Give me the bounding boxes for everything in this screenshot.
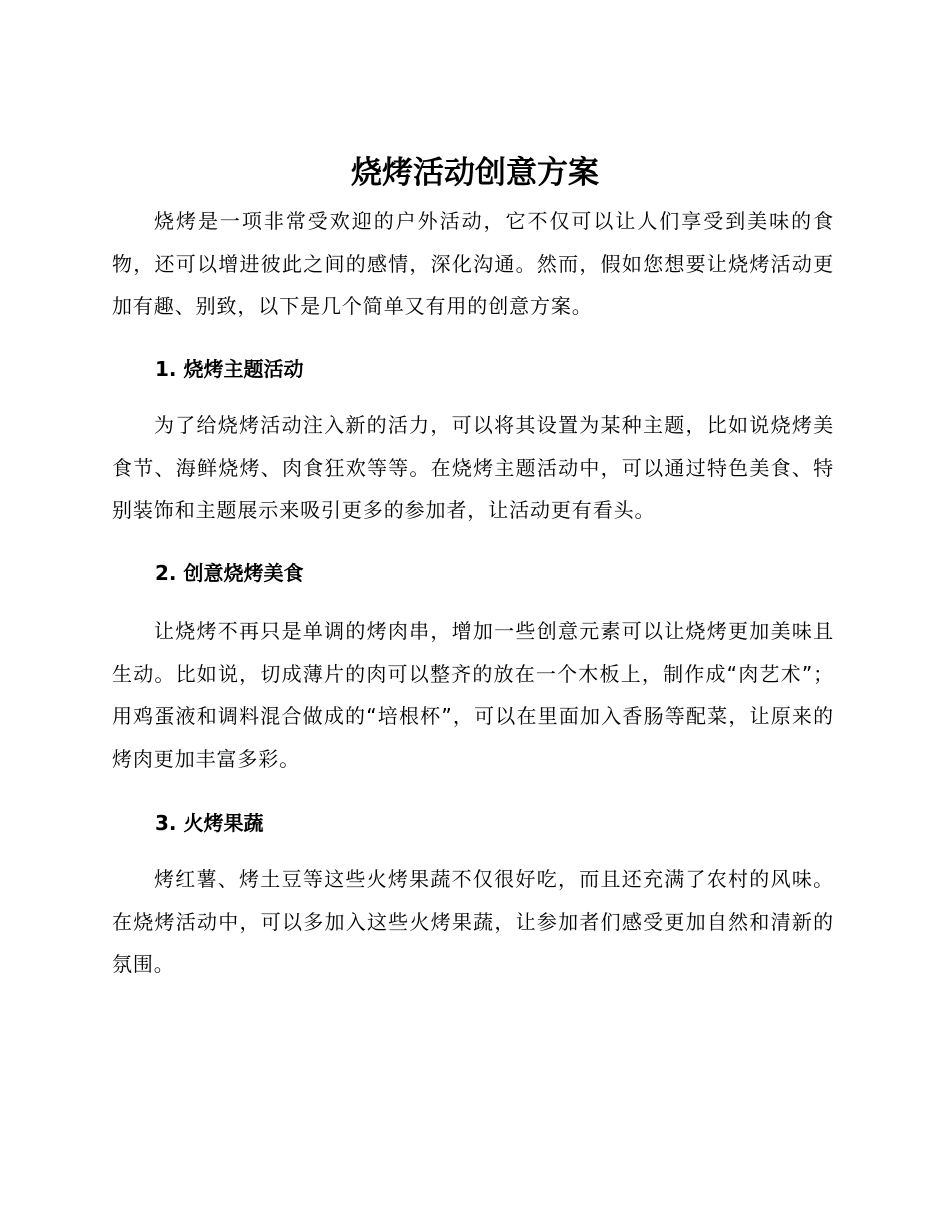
intro-paragraph: 烧烤是一项非常受欢迎的户外活动，它不仅可以让人们享受到美味的食物，还可以增进彼此之间的感情，深化沟通。然而，假如您想要让烧烤活动更加有趣、别致，以下是几个简单又有用的创意方案。 [112, 209, 834, 318]
section-body-2: 让烧烤不再只是单调的烤肉串，增加一些创意元素可以让烧烤更加美味且生动。比如说，切成薄片的肉可以整齐的放在一个木板上，制作成“肉艺术”；用鸡蛋液和调料混合做成的“培根杯”，可以在里面加入香肠等配菜，让原来的烤肉更加丰富多彩。 [112, 619, 834, 771]
section-heading-1: 1. 烧烤主题活动 [155, 357, 304, 381]
section-heading-2: 2. 创意烧烤美食 [155, 561, 304, 585]
section-body-1: 为了给烧烤活动注入新的活力，可以将其设置为某种主题，比如说烧烤美食节、海鲜烧烤、肉食狂欢等等。在烧烤主题活动中，可以通过特色美食、特别装饰和主题展示来吸引更多的参加者，让活动更有看头。 [112, 413, 834, 522]
section-heading-3: 3. 火烤果蔬 [155, 811, 264, 835]
section-body-3: 烤红薯、烤土豆等这些火烤果蔬不仅很好吃，而且还充满了农村的风味。在烧烤活动中，可以多加入这些火烤果蔬，让参加者们感受更加自然和清新的氛围。 [112, 867, 834, 976]
document-title: 烧烤活动创意方案 [351, 155, 599, 191]
